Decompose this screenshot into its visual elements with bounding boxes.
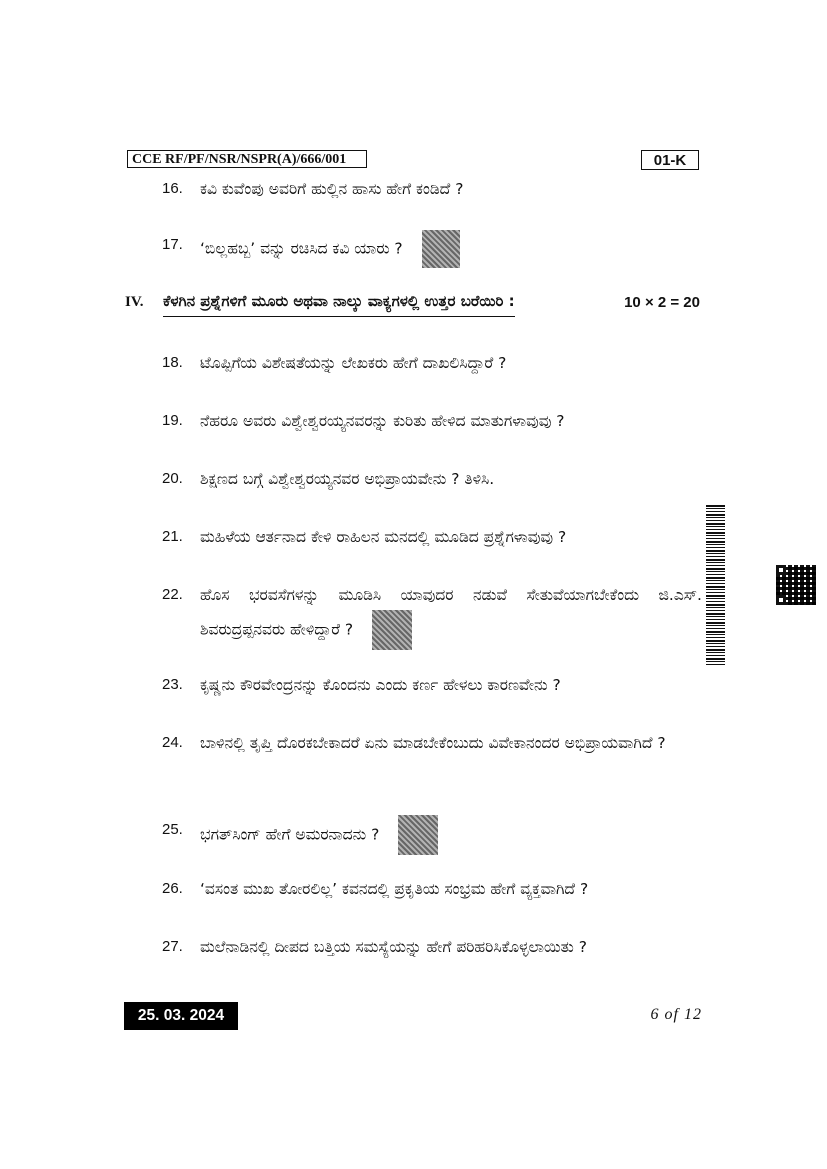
question-item [162,932,702,962]
page-number: 6 of 12 [650,1006,702,1023]
question-text: ಬಾಳಿನಲ್ಲಿ ತೃಪ್ತಿ ದೊರಕಬೇಕಾದರೆ ಏನು ಮಾಡಬೇಕೆಂಬುದು ವಿವೇಕಾನಂದರ ಅಭಿಪ್ರಾಯವಾಗಿದೆ ? [200,734,666,752]
question-text: ಹೊಸ ಭರವಸೆಗಳನ್ನು ಮೂಡಿಸಿ ಯಾವುದರ ನಡುವೆ ಸೇತುವೆಯಾಗಬೇಕೆಂದು ಜಿ.ಎಸ್. ಶಿವರುದ್ರಪ್ಪನವರು ಹೇಳಿದ್ದಾರೆ ? [200,586,702,639]
question-text: ಶಿಕ್ಷಣದ ಬಗ್ಗೆ ವಿಶ್ವೇಶ್ವರಯ್ಯನವರ ಅಭಿಪ್ರಾಯವೇನು ? ತಿಳಿಸಿ. [200,470,495,488]
question-item [162,406,702,436]
question-number: 27. [162,938,183,955]
question-item [162,348,702,378]
question-number: 19. [162,412,183,429]
barcode-icon [706,505,725,665]
qr-code-icon [422,230,460,268]
question-number: 18. [162,354,183,371]
question-text: ಕವಿ ಕುವೆಂಪು ಅವರಿಗೆ ಹುಲ್ಲಿನ ಹಾಸು ಹೇಗೆ ಕಂಡಿದೆ ? [200,180,464,198]
section-marks: 10 × 2 = 20 [624,294,700,311]
question-text: ಭಗತ್‌ಸಿಂಗ್ ಹೇಗೆ ಅಮರನಾದನು ? [200,825,380,844]
question-text: ನೆಹರೂ ಅವರು ವಿಶ್ವೇಶ್ವರಯ್ಯನವರನ್ನು ಕುರಿತು ಹೇಳಿದ ಮಾತುಗಳಾವುವು ? [200,412,565,430]
qr-code-icon [372,610,412,650]
question-text: ‘ವಸಂತ ಮುಖ ತೋರಲಿಲ್ಲ’ ಕವನದಲ್ಲಿ ಪ್ರಕೃತಿಯ ಸಂಭ್ರಮ ಹೇಗೆ ವ್ಯಕ್ತವಾಗಿದೆ ? [200,880,589,898]
question-item [162,580,702,650]
qr-code-icon [776,565,816,605]
question-text: ಮಹಿಳೆಯ ಆರ್ತನಾದ ಕೇಳಿ ರಾಹಿಲನ ಮನದಲ್ಲಿ ಮೂಡಿದ ಪ್ರಶ್ನೆಗಳಾವುವು ? [200,528,567,546]
question-number: 23. [162,676,183,693]
question-text: ಟೊಪ್ಪಿಗೆಯ ವಿಶೇಷತೆಯನ್ನು ಲೇಖಕರು ಹೇಗೆ ದಾಖಲಿಸಿದ್ದಾರೆ ? [200,354,507,372]
question-number: 16. [162,180,183,197]
section-heading: ಕೆಳಗಿನ ಪ್ರಶ್ನೆಗಳಿಗೆ ಮೂರು ಅಥವಾ ನಾಲ್ಕು ವಾಕ್ಯಗಳಲ್ಲಿ ಉತ್ತರ ಬರೆಯಿರಿ : [163,292,515,317]
question-item [162,230,702,268]
exam-code: CCE RF/PF/NSR/NSPR(A)/666/001 [127,150,367,168]
question-item [162,728,702,758]
question-number: 24. [162,734,183,751]
question-item [162,670,702,700]
question-item [162,874,702,904]
question-text: ಕೃಷ್ಣನು ಕೌರವೇಂದ್ರನನ್ನು ಕೊಂದನು ಎಂದು ಕರ್ಣ ಹೇಳಲು ಕಾರಣವೇನು ? [200,676,561,694]
question-item [162,815,702,855]
question-number: 17. [162,236,183,253]
question-item [162,174,702,204]
question-number: 20. [162,470,183,487]
question-number: 22. [162,586,183,603]
question-item [162,522,702,552]
question-number: 25. [162,821,183,838]
qr-code-icon [398,815,438,855]
paper-code: 01-K [641,150,699,170]
question-text: ‘ಬಿಲ್ಲಹಬ್ಬ’ ವನ್ನು ರಚಿಸಿದ ಕವಿ ಯಾರು ? [200,239,403,258]
question-number: 26. [162,880,183,897]
section-header [125,290,700,322]
section-number: IV. [125,294,144,310]
exam-date: 25. 03. 2024 [124,1002,238,1030]
question-number: 21. [162,528,183,545]
question-item [162,464,702,494]
question-text: ಮಲೆನಾಡಿನಲ್ಲಿ ದೀಪದ ಬತ್ತಿಯ ಸಮಸ್ಯೆಯನ್ನು ಹೇಗೆ ಪರಿಹರಿಸಿಕೊಳ್ಳಲಾಯಿತು ? [200,938,587,956]
